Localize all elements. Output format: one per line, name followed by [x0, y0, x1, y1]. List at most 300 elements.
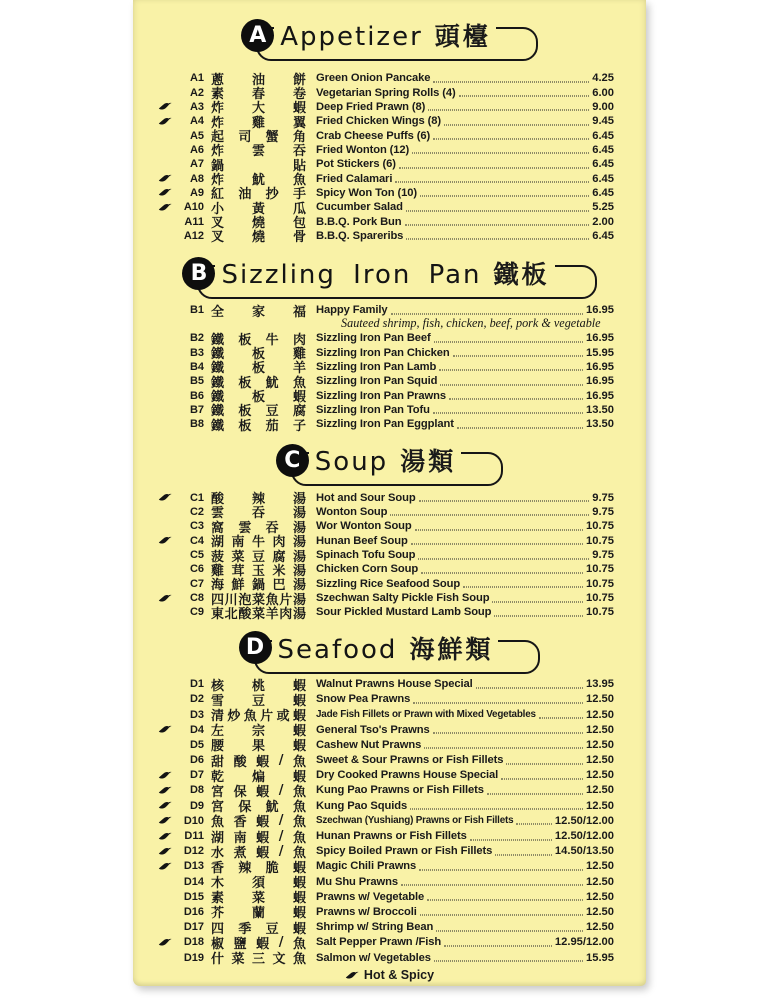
item-name-en: Salt Pepper Prawn /Fish [316, 936, 442, 949]
zh-character: 蝦 [292, 724, 306, 740]
item-code: A1 [189, 72, 204, 85]
item-price: 10.75 [586, 563, 614, 576]
zh-character: 魚 [292, 952, 306, 968]
chili-pepper-icon [158, 816, 172, 825]
zh-character: 豆 [251, 549, 265, 565]
zh-character: 包 [292, 216, 306, 232]
dotted-leader [421, 572, 583, 573]
menu-sections [133, 12, 646, 968]
chili-pepper-icon [158, 203, 172, 212]
zh-character: 鐵 [211, 390, 225, 406]
dotted-leader [449, 399, 583, 400]
item-code: A11 [184, 215, 204, 228]
zh-character: 蝦 [292, 769, 306, 785]
zh-character: 鍋 [211, 158, 225, 174]
item-price: 9.75 [592, 505, 614, 518]
item-name-en: Fried Chicken Wings (8) [316, 115, 442, 128]
zh-character: 辣 [238, 860, 252, 876]
zh-character: 瓜 [292, 201, 306, 217]
zh-character: 牛 [265, 332, 279, 348]
item-price: 16.95 [586, 389, 614, 402]
zh-character: 湯 [292, 535, 306, 551]
item-price: 12.50 [586, 905, 614, 918]
item-code: B7 [189, 403, 204, 416]
dotted-leader [412, 153, 589, 154]
item-name-en: Fried Wonton (12) [316, 143, 410, 156]
zh-character: 紅 [211, 187, 225, 203]
zh-character: 肉 [272, 535, 286, 551]
item-code: D3 [189, 708, 204, 721]
item-code: C4 [189, 534, 204, 547]
item-code: D18 [183, 936, 204, 949]
dotted-leader [418, 558, 589, 559]
zh-character: 保 [238, 800, 252, 816]
dotted-leader [413, 702, 583, 703]
dotted-leader [410, 809, 583, 810]
section-b [133, 250, 646, 434]
zh-character: 文 [272, 952, 286, 968]
item-name-en: Sizzling Iron Pan Chicken [316, 346, 450, 359]
item-code: C8 [189, 592, 204, 605]
zh-character: 鐵 [211, 375, 225, 391]
zh-character: 豆 [265, 404, 279, 420]
zh-character: 司 [238, 130, 252, 146]
item-code: D16 [183, 905, 204, 918]
zh-character: 板 [238, 404, 252, 420]
zh-character: 鮮 [231, 578, 245, 594]
item-price: 6.00 [592, 86, 614, 99]
item-price: 12.50/12.00 [554, 814, 614, 827]
zh-character: 魷 [265, 800, 279, 816]
item-name-en: Prawns w/ Broccoli [316, 905, 417, 918]
zh-character: 菜 [251, 891, 265, 907]
item-code: A12 [183, 229, 204, 242]
item-price: 12.50/12.00 [554, 830, 614, 843]
zh-character: 吞 [292, 144, 306, 160]
item-code: A6 [189, 143, 204, 156]
zh-character: 三 [251, 952, 265, 968]
zh-character: 翼 [292, 115, 306, 131]
section-title [215, 255, 554, 291]
zh-character: 腰 [211, 739, 225, 755]
zh-character: 蝦 [292, 906, 306, 922]
item-name-zh [211, 415, 306, 434]
zh-character: 餅 [292, 72, 306, 88]
item-code: A8 [189, 172, 204, 185]
dotted-leader [433, 413, 583, 414]
dotted-leader [420, 915, 583, 916]
zh-character: 蝦 [256, 784, 270, 800]
zh-character: 油 [251, 72, 265, 88]
hot-spicy-legend [133, 968, 646, 982]
item-price: 16.95 [586, 360, 614, 373]
item-name-en: Spinach Tofu Soup [316, 549, 416, 562]
section-header-c [276, 437, 503, 483]
chili-pepper-icon [158, 725, 172, 734]
zh-character: 脆 [265, 860, 279, 876]
zh-character: 雞 [211, 563, 225, 579]
item-code: B8 [189, 418, 204, 431]
zh-character: 什 [211, 952, 225, 968]
dotted-leader [444, 945, 552, 946]
zh-character: 全 [211, 304, 225, 320]
zh-character: 雞 [292, 347, 306, 363]
item-name-en: Walnut Prawns House Special [316, 678, 473, 691]
section-title [309, 442, 461, 478]
zh-character: 雲 [251, 144, 265, 160]
zh-character: 豆 [265, 921, 279, 937]
legend-pepper-slot [345, 971, 359, 980]
zh-character: 甜 [211, 754, 225, 770]
dotted-leader [453, 356, 583, 357]
dotted-leader [424, 748, 583, 749]
section-title-en: Seafood [277, 634, 398, 665]
item-price: 6.45 [592, 143, 614, 156]
zh-character: 炸 [211, 115, 225, 131]
section-header-wrap [133, 625, 646, 671]
zh-character: 湖 [211, 830, 225, 846]
item-name-en: Sizzling Iron Pan Squid [316, 375, 438, 388]
dotted-leader [444, 124, 589, 125]
zh-character: 北 [224, 606, 238, 622]
dotted-leader [463, 587, 583, 588]
dotted-leader [390, 515, 589, 516]
dotted-leader [401, 885, 583, 886]
spicy-indicator [158, 847, 176, 856]
dotted-leader [406, 210, 589, 211]
zh-character: 蝦 [292, 693, 306, 709]
dotted-leader [419, 869, 583, 870]
chili-pepper-icon [158, 801, 172, 810]
zh-character: 油 [238, 187, 252, 203]
zh-character: 素 [211, 87, 225, 103]
dotted-leader [495, 854, 552, 855]
zh-character: 茸 [231, 563, 245, 579]
item-description: Sauteed shrimp, fish, chicken, beef, pork & vegetable [341, 316, 601, 331]
zh-character: 乾 [211, 769, 225, 785]
item-price: 12.50 [586, 784, 614, 797]
zh-character: 燒 [251, 230, 265, 246]
item-code: D15 [183, 890, 204, 903]
dotted-leader [487, 793, 583, 794]
zh-character: 菠 [211, 549, 225, 565]
item-code: A7 [189, 158, 204, 171]
zh-character: 魚 [292, 784, 306, 800]
item-name-zh [211, 226, 306, 245]
zh-character: / [278, 752, 284, 768]
spicy-indicator [158, 117, 176, 126]
chili-pepper-icon [158, 188, 172, 197]
zh-character: 宗 [251, 724, 265, 740]
zh-character: 炸 [211, 173, 225, 189]
zh-character: 板 [251, 361, 265, 377]
item-code: B1 [189, 304, 204, 317]
spicy-indicator [158, 493, 176, 502]
dotted-leader [501, 778, 583, 779]
item-code: C1 [189, 491, 204, 504]
zh-character: 須 [251, 876, 265, 892]
item-price: 10.75 [586, 577, 614, 590]
zh-character: 炒 [227, 709, 241, 725]
zh-character: 蝦 [256, 936, 270, 952]
item-name-en: Salmon w/ Vegetables [316, 951, 431, 964]
zh-character: 骨 [292, 230, 306, 246]
spicy-indicator [158, 832, 176, 841]
item-name-zh [211, 603, 306, 622]
item-price: 9.00 [592, 100, 614, 113]
item-name-en: Wor Wonton Soup [316, 520, 412, 533]
dotted-leader [428, 110, 589, 111]
zh-character: 湯 [292, 520, 306, 536]
zh-character: 菜 [251, 606, 265, 622]
zh-character: 魷 [265, 375, 279, 391]
section-header-wrap [133, 12, 646, 58]
item-code: C9 [189, 606, 204, 619]
item-code: B6 [189, 389, 204, 402]
item-price: 2.00 [592, 215, 614, 228]
menu-item-B1 [158, 303, 614, 320]
chili-pepper-icon [158, 832, 172, 841]
item-code: D10 [183, 814, 204, 827]
item-name-en: Cucumber Salad [316, 201, 403, 214]
zh-character: 蝦 [292, 101, 306, 117]
item-price: 16.95 [586, 375, 614, 388]
zh-character: 魚 [292, 830, 306, 846]
item-name-en: Sizzling Iron Pan Prawns [316, 389, 447, 402]
dotted-leader [419, 501, 590, 502]
zh-character: 椒 [211, 936, 225, 952]
zh-character: 鐵 [211, 404, 225, 420]
zh-character: 香 [233, 815, 247, 831]
item-name-en: Magic Chili Prawns [316, 860, 417, 873]
spicy-indicator [158, 938, 176, 947]
zh-character: 鐵 [211, 347, 225, 363]
zh-character: 燒 [251, 216, 265, 232]
chili-pepper-icon [158, 493, 172, 502]
item-name-en: Hunan Beef Soup [316, 534, 408, 547]
item-price: 14.50/13.50 [554, 845, 614, 858]
spicy-indicator [158, 174, 176, 183]
item-code: D17 [183, 921, 204, 934]
item-price: 15.95 [586, 951, 614, 964]
zh-character: 魚 [211, 815, 225, 831]
chili-pepper-icon [158, 786, 172, 795]
spicy-indicator [158, 594, 176, 603]
zh-character: 煮 [233, 845, 247, 861]
item-name-en: Deep Fried Prawn (8) [316, 100, 426, 113]
zh-character: 片 [279, 592, 293, 608]
item-code: D14 [183, 875, 204, 888]
section-header-wrap [133, 250, 646, 296]
item-price: 6.45 [592, 129, 614, 142]
zh-character: 肉 [279, 606, 293, 622]
item-code: D11 [184, 830, 204, 843]
item-name-en: Sizzling Iron Pan Beef [316, 332, 431, 345]
item-price: 13.50 [586, 403, 614, 416]
zh-character: 季 [238, 921, 252, 937]
item-code: A9 [189, 186, 204, 199]
item-name-en: B.B.Q. Spareribs [316, 229, 404, 242]
item-name-en: Hunan Prawns or Fish Fillets [316, 830, 467, 843]
item-price: 13.50 [586, 418, 614, 431]
zh-character: 窩 [211, 520, 225, 536]
zh-character: 豆 [251, 693, 265, 709]
zh-character: 蝦 [292, 891, 306, 907]
section-a [133, 12, 646, 246]
spicy-indicator [158, 816, 176, 825]
item-price: 9.75 [592, 491, 614, 504]
item-name-en: Jade Fish Fillets or Prawn with Mixed Vegetables [316, 709, 536, 721]
zh-character: 湖 [211, 535, 225, 551]
zh-character: 叉 [211, 230, 225, 246]
item-name-en: Sizzling Iron Pan Eggplant [316, 418, 454, 431]
zh-character: 湯 [292, 549, 306, 565]
item-price: 4.25 [592, 72, 614, 85]
zh-character: 板 [238, 418, 252, 434]
item-code: A10 [183, 201, 204, 214]
section-rows [133, 71, 646, 246]
item-code: C2 [189, 505, 204, 518]
zh-character: 東 [211, 606, 225, 622]
item-price: 9.45 [592, 115, 614, 128]
item-name-en: Kung Pao Squids [316, 799, 408, 812]
section-rows [133, 677, 646, 966]
section-title-zh: 鐵板 [493, 260, 550, 290]
item-price: 12.50 [586, 860, 614, 873]
zh-character: 福 [292, 304, 306, 320]
menu-item-A12 [158, 229, 614, 246]
zh-character: 羊 [292, 361, 306, 377]
chili-pepper-icon [158, 536, 172, 545]
dotted-leader [476, 687, 583, 688]
item-name-en: Fried Calamari [316, 172, 393, 185]
zh-character: 辣 [251, 492, 265, 508]
item-name-en: Crab Cheese Puffs (6) [316, 129, 431, 142]
chili-pepper-icon [158, 594, 172, 603]
item-name-en: Sizzling Iron Pan Tofu [316, 403, 430, 416]
item-code: D13 [183, 860, 204, 873]
zh-character: 黃 [251, 201, 265, 217]
menu-item-C9 [158, 605, 614, 622]
item-name-en: Vegetarian Spring Rolls (4) [316, 86, 456, 99]
section-title-en: Soup [314, 447, 389, 478]
section-title-en: Appetizer [280, 22, 423, 52]
zh-character: 宮 [211, 784, 225, 800]
item-code: D4 [189, 723, 204, 736]
dotted-leader [516, 824, 552, 825]
zh-character: 魚 [292, 173, 306, 189]
item-price: 12.50 [586, 738, 614, 751]
section-header-b [182, 250, 596, 296]
dotted-leader [411, 544, 583, 545]
item-code: D6 [189, 754, 204, 767]
item-price: 12.50 [586, 799, 614, 812]
chili-pepper-icon [158, 862, 172, 871]
item-code: B5 [189, 375, 204, 388]
section-header-d [239, 625, 541, 671]
dotted-leader [457, 427, 583, 428]
item-code: D2 [189, 693, 204, 706]
zh-character: 板 [251, 347, 265, 363]
zh-character: 果 [251, 739, 265, 755]
chili-pepper-icon [158, 102, 172, 111]
zh-character: 雲 [211, 506, 225, 522]
item-code: B3 [189, 346, 204, 359]
zh-character: 四 [211, 592, 225, 608]
zh-character: 蝦 [292, 678, 306, 694]
item-name-en: Chicken Corn Soup [316, 563, 419, 576]
zh-character: 酸 [233, 754, 247, 770]
zh-character: 木 [211, 876, 225, 892]
zh-character: 魷 [251, 173, 265, 189]
item-price: 12.50 [586, 708, 614, 721]
item-price: 6.45 [592, 158, 614, 171]
item-price: 10.75 [586, 534, 614, 547]
zh-character: 水 [211, 845, 225, 861]
zh-character: 魚 [292, 800, 306, 816]
spicy-indicator [158, 862, 176, 871]
item-price: 16.95 [586, 332, 614, 345]
zh-character: 南 [233, 830, 247, 846]
item-code: D9 [189, 799, 204, 812]
zh-character: 南 [231, 535, 245, 551]
item-code: D19 [183, 951, 204, 964]
section-rows [133, 490, 646, 622]
zh-character: 炸 [211, 101, 225, 117]
item-price: 6.45 [592, 229, 614, 242]
item-name-en: Kung Pao Prawns or Fish Fillets [316, 784, 484, 797]
dotted-leader [427, 900, 583, 901]
zh-character: 腐 [292, 404, 306, 420]
spicy-indicator [158, 188, 176, 197]
item-name-en: Spicy Boiled Prawn or Fish Fillets [316, 845, 493, 858]
zh-character: 板 [238, 375, 252, 391]
zh-character: 川 [224, 592, 238, 608]
zh-character: 手 [292, 187, 306, 203]
zh-character: 蝦 [256, 754, 270, 770]
zh-character: 核 [211, 678, 225, 694]
item-price: 10.75 [586, 606, 614, 619]
zh-character: 魚 [292, 845, 306, 861]
section-title [274, 17, 496, 53]
section-rows [133, 303, 646, 434]
zh-character: 湯 [292, 492, 306, 508]
zh-character: 蝦 [292, 921, 306, 937]
dotted-leader [506, 763, 583, 764]
zh-character: 湯 [292, 563, 306, 579]
dotted-leader [539, 718, 583, 719]
item-code: C5 [189, 549, 204, 562]
item-code: A2 [189, 86, 204, 99]
zh-character: 蝦 [292, 876, 306, 892]
item-code: A4 [189, 115, 204, 128]
zh-character: 玉 [251, 563, 265, 579]
section-header-wrap [133, 437, 646, 483]
zh-character: 蝦 [292, 390, 306, 406]
zh-character: 大 [251, 101, 265, 117]
zh-character: 米 [272, 563, 286, 579]
hot-spicy-label: Hot & Spicy [363, 968, 435, 983]
zh-character: 湯 [292, 606, 306, 622]
zh-character: 魚 [292, 936, 306, 952]
zh-character: 蟹 [265, 130, 279, 146]
dotted-leader [492, 601, 583, 602]
zh-character: 蝦 [292, 709, 306, 725]
spicy-indicator [158, 102, 176, 111]
zh-character: 桃 [251, 678, 265, 694]
zh-character: 菜 [231, 952, 245, 968]
zh-character: 魚 [292, 375, 306, 391]
